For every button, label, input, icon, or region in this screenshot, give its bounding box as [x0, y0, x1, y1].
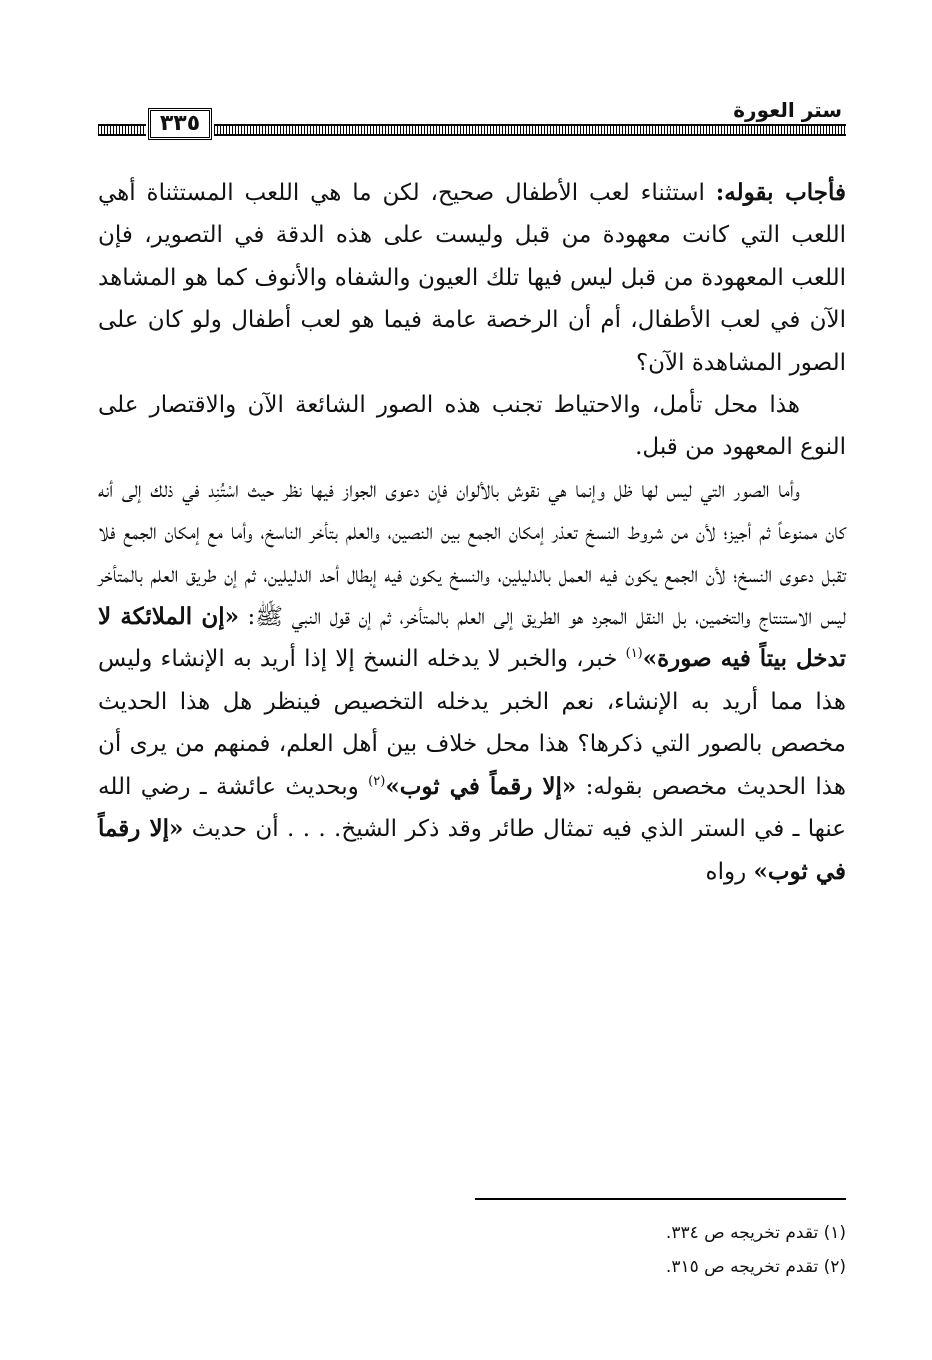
paragraph-3-part-b: خبر، والخبر لا يدخله النسخ إلا إذا أريد به الإنشاء وليس هذا مما أريد به الإنشاء، نعم الخبر يدخله التخصيص فينظر هل هذا الحديث مخصص بالصور التي ذكرها؟ هذا محل خلاف بين أهل العلم، فمنهم من يرى أن هذا الحديث مخصص بقوله:	[98, 646, 846, 800]
footnotes	[346, 1216, 846, 1284]
paragraph-3-part-a: وأما الصور التي ليس لها ظل وإنما هي نقوش بالألوان فإن دعوى الجواز فيها نظر حيث اسْتُنِد في ذلك إلى أنه كان ممنوعاً ثم أجيز؛ لأن من شروط النسخ تعذر إمكان الجمع بين النصين، والعلم بتأخر الناسخ، وأما مع إمكان الجمع فلا تقبل دعوى النسخ؛ لأن الجمع يكون فيه العمل بالدليلين، والنسخ يكون فيه إبطال أحد الدليلين، ثم إن طريق العلم بالمتأخر ليس الاستنتاج والتخمين، بل النقل المجرد هو الطريق إلى العلم بالمتأخر، ثم إن قول النبي ﷺ:	[98, 476, 846, 631]
footnote-separator	[475, 1198, 846, 1200]
paragraph-1	[98, 172, 846, 384]
answer-lead: فأجاب بقوله:	[715, 179, 846, 206]
page-number: ٣٣٥	[148, 108, 212, 140]
header-rule-left	[98, 124, 146, 136]
header-rule-right	[214, 124, 846, 136]
hadith-quote-1: «إن الملائكة لا تدخل بيتاً فيه صورة»	[98, 603, 847, 673]
running-title: ستر العورة	[733, 98, 842, 122]
paragraph-1-text: استثناء لعب الأطفال صحيح، لكن ما هي اللعب المستثناة أهي اللعب التي كانت معهودة من قبل وليست على هذه الدقة في التصوير، فإن اللعب المعهودة من قبل ليس فيها تلك العيون والشفاه والأنوف كما هو المشاهد الآن في لعب الأطفال، أم أن الرخصة عامة فيما هو لعب أطفال ولو كان على الصور المشاهدة الآن؟	[98, 180, 846, 376]
page-header	[98, 96, 846, 146]
hadith-quote-3: «إلا رقماً في ثوب»	[98, 815, 846, 885]
paragraph-3	[98, 469, 846, 893]
footnote-ref-1: (١)	[625, 646, 643, 662]
footnote-2: (٢) تقدم تخريجه ص ٣١٥.	[665, 1257, 846, 1277]
footnote-1: (١) تقدم تخريجه ص ٣٣٤.	[665, 1223, 846, 1243]
main-text	[98, 172, 846, 893]
paragraph-3-part-d: رواه	[705, 858, 754, 885]
footnote-ref-2: (٢)	[368, 773, 386, 789]
paragraph-2: هذا محل تأمل، والاحتياط تجنب هذه الصور الشائعة الآن والاقتصار على النوع المعهود من قبل.	[98, 392, 846, 461]
hadith-quote-2: «إلا رقماً في ثوب»	[385, 772, 577, 800]
paragraph-3-part-c: وبحديث عائشة ـ رضي الله عنها ـ في الستر الذي فيه تمثال طائر وقد ذكر الشيخ. . . . أن حديث	[98, 773, 847, 843]
